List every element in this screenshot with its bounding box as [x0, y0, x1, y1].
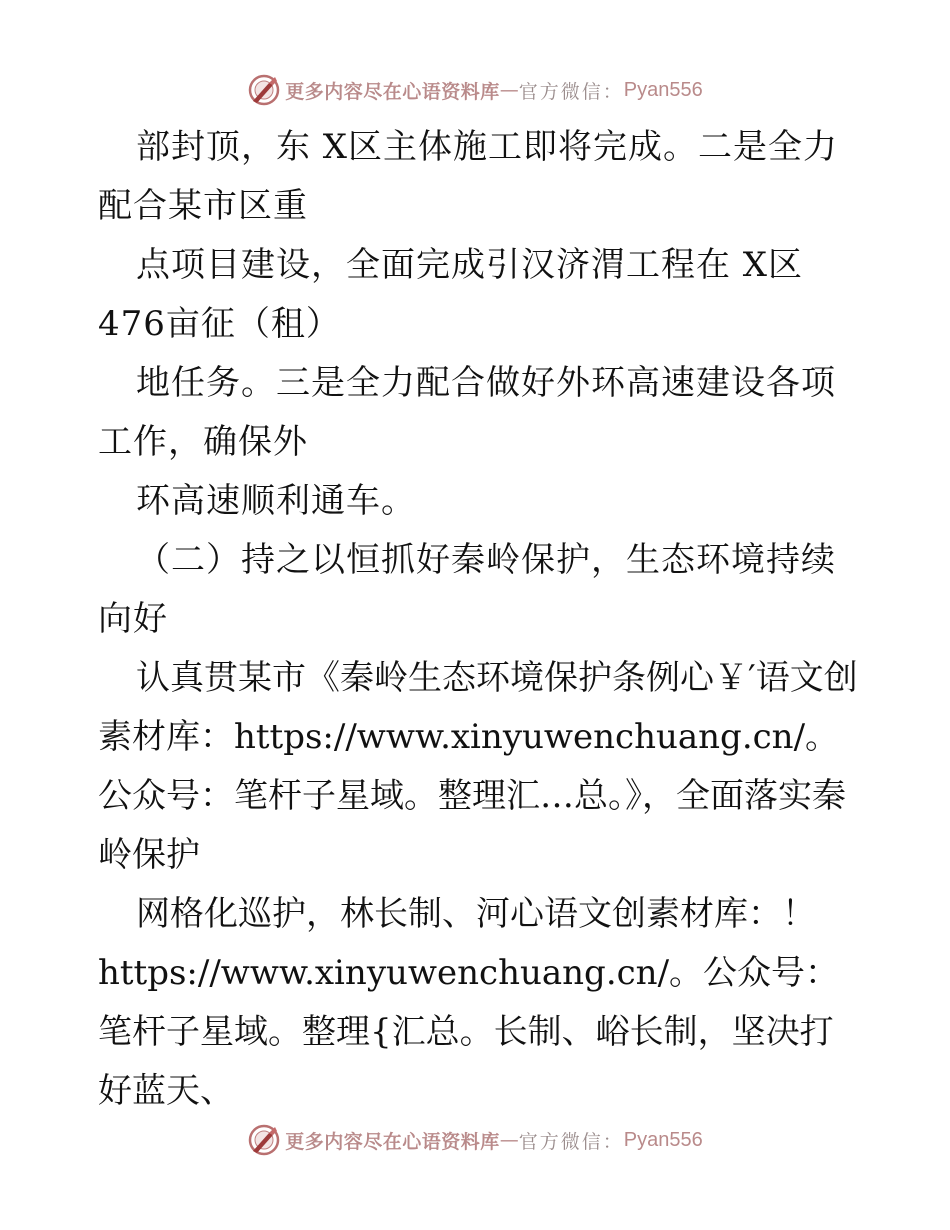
header-wechat-label: 官方微信： — [518, 80, 624, 103]
paragraph: 网格化巡护，林长制、河心语文创素材库：！https://www.xinyuwenchuang.cn/。公众号：笔杆子星域。整理{汇总。长制、峪长制，坚决打好蓝天、 — [98, 894, 840, 1111]
paragraph: 环高速顺利通车。 — [136, 481, 416, 521]
footer-slogan: 更多内容尽在心语资料库 — [285, 1130, 500, 1153]
paragraph: 部封顶，东 X区主体施工即将完成。二是全力配合某市区重 — [98, 127, 839, 226]
paragraph: 认真贯某市《秦岭生态环境保护条例心￥′语文创素材库：https://www.xinyuwenchuang.cn/。公众号：笔杆子星域。整理汇…总。》，全面落实秦岭保护 — [98, 658, 858, 875]
footer-dash: — — [499, 1129, 519, 1151]
header-banner — [0, 70, 950, 110]
pen-logo-icon — [247, 1123, 281, 1157]
document-body — [98, 118, 858, 1121]
header-dash: — — [499, 79, 519, 101]
footer-wechat-id: Pyan556 — [623, 1128, 703, 1151]
header-slogan: 更多内容尽在心语资料库 — [285, 80, 500, 103]
paragraph: 点项目建设，全面完成引汉济渭工程在 X区476亩征（租） — [98, 245, 804, 344]
footer-wechat-label: 官方微信： — [518, 1130, 624, 1153]
pen-logo-icon — [247, 73, 281, 107]
section-heading: （二）持之以恒抓好秦岭保护，生态环境持续向好 — [98, 540, 836, 639]
header-wechat-id: Pyan556 — [623, 78, 703, 101]
footer-banner — [0, 1120, 950, 1160]
paragraph: 地任务。三是全力配合做好外环高速建设各项工作，确保外 — [98, 363, 836, 462]
